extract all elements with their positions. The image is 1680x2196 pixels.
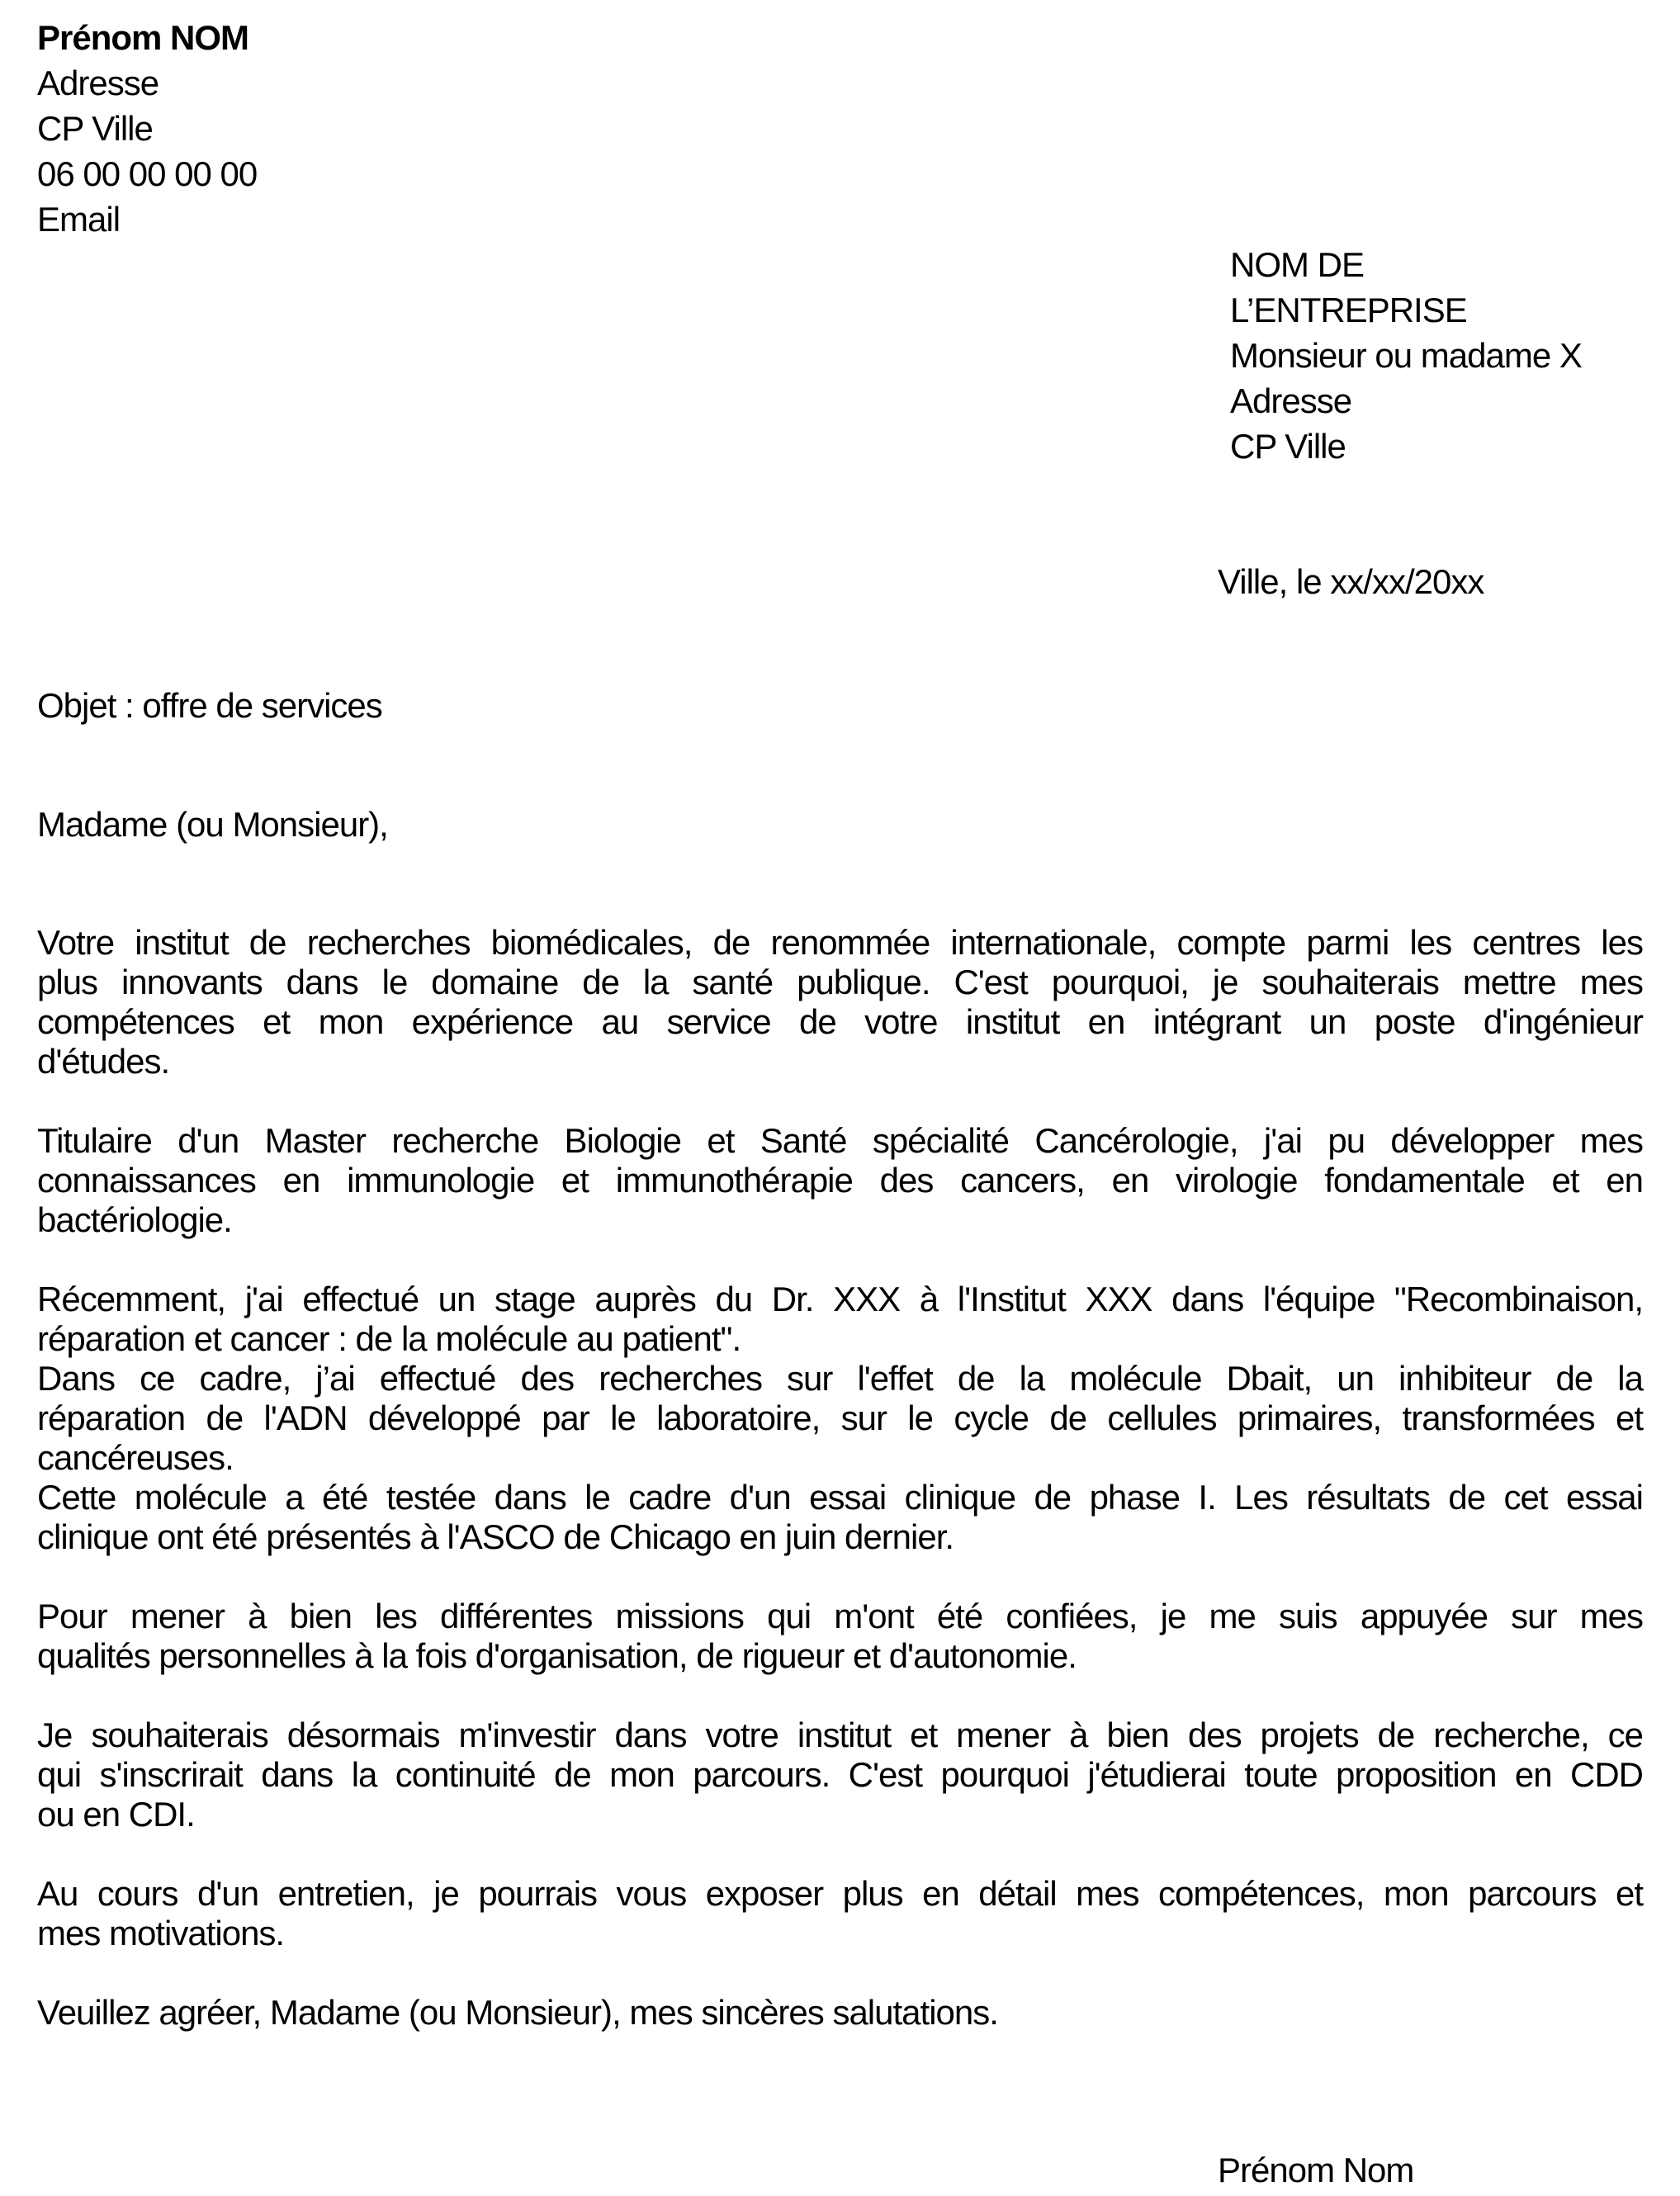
recipient-block <box>1230 242 1643 469</box>
paragraph-3-continued <box>37 1478 1643 1557</box>
paragraph-6 <box>37 1874 1643 1953</box>
paragraph-line: réparation de l'ADN développé par le laboratoire, sur le cycle de cellules primaires, transformées et <box>37 1399 1643 1437</box>
paragraph-5 <box>37 1716 1643 1834</box>
paragraph-line: d'études. <box>37 1042 170 1081</box>
recipient-company-line-2: L’ENTREPRISE <box>1230 291 1467 329</box>
recipient-company-line-1: NOM DE <box>1230 245 1364 284</box>
paragraph-line: Je souhaiterais désormais m'investir dans votre institut et mener à bien des projets de recherche, ce <box>37 1716 1643 1754</box>
paragraph-line: mes motivations. <box>37 1914 285 1952</box>
paragraph-line: Au cours d'un entretien, je pourrais vous exposer plus en détail mes compétences, mon parcours et <box>37 1874 1643 1913</box>
subject-line: Objet : offre de services <box>37 686 382 725</box>
paragraph-line: connaissances en immunologie et immunothérapie des cancers, en virologie fondamentale et en <box>37 1161 1643 1200</box>
paragraph-line: plus innovants dans le domaine de la santé publique. C'est pourquoi, je souhaiterais mettre mes <box>37 963 1643 1001</box>
paragraph-line: qualités personnelles à la fois d'organisation, de rigueur et d'autonomie. <box>37 1636 1077 1675</box>
date-line: Ville, le xx/xx/20xx <box>1218 562 1484 601</box>
paragraph-line: qui s'inscrirait dans la continuité de mon parcours. C'est pourquoi j'étudierai toute proposition en CDD <box>37 1755 1643 1794</box>
paragraph-line: Récemment, j'ai effectué un stage auprès du Dr. XXX à l'Institut XXX dans l'équipe "Recombinaison, <box>37 1280 1643 1318</box>
recipient-address: Adresse <box>1230 381 1352 420</box>
signature-name: Prénom Nom <box>1218 2151 1414 2189</box>
paragraph-3-continued <box>37 1359 1643 1478</box>
paragraph-line: Cette molécule a été testée dans le cadre d'un essai clinique de phase I. Les résultats de cet essai <box>37 1478 1643 1517</box>
paragraph-line: Dans ce cadre, j’ai effectué des recherches sur l'effet de la molécule Dbait, un inhibiteur de la <box>37 1359 1643 1398</box>
paragraph-line: Pour mener à bien les différentes missions qui m'ont été confiées, je me suis appuyée sur mes <box>37 1597 1643 1635</box>
recipient-contact: Monsieur ou madame X <box>1230 336 1582 375</box>
paragraph-line: Votre institut de recherches biomédicales, de renommée internationale, compte parmi les centres les <box>37 923 1643 962</box>
paragraph-line: Titulaire d'un Master recherche Biologie et Santé spécialité Cancérologie, j'ai pu développer mes <box>37 1121 1643 1160</box>
sender-block <box>37 15 1643 242</box>
paragraph-4 <box>37 1597 1643 1676</box>
paragraph-line: réparation et cancer : de la molécule au patient". <box>37 1319 741 1358</box>
salutation: Madame (ou Monsieur), <box>37 805 388 844</box>
paragraph-3 <box>37 1280 1643 1359</box>
sender-city: CP Ville <box>37 109 153 148</box>
sender-phone: 06 00 00 00 00 <box>37 154 258 193</box>
paragraph-2 <box>37 1121 1643 1240</box>
paragraph-1 <box>37 923 1643 1081</box>
paragraph-line: clinique ont été présentés à l'ASCO de Chicago en juin dernier. <box>37 1517 954 1556</box>
closing-line: Veuillez agréer, Madame (ou Monsieur), mes sincères salutations. <box>37 1993 998 2032</box>
sender-address: Adresse <box>37 64 159 102</box>
paragraph-line: cancéreuses. <box>37 1438 234 1477</box>
sender-name: Prénom NOM <box>37 18 249 57</box>
paragraph-line: bactériologie. <box>37 1200 232 1239</box>
paragraph-line: ou en CDI. <box>37 1795 195 1834</box>
recipient-city: CP Ville <box>1230 427 1346 466</box>
sender-email: Email <box>37 200 121 239</box>
paragraph-line: compétences et mon expérience au service de votre institut en intégrant un poste d'ingénieur <box>37 1002 1643 1041</box>
